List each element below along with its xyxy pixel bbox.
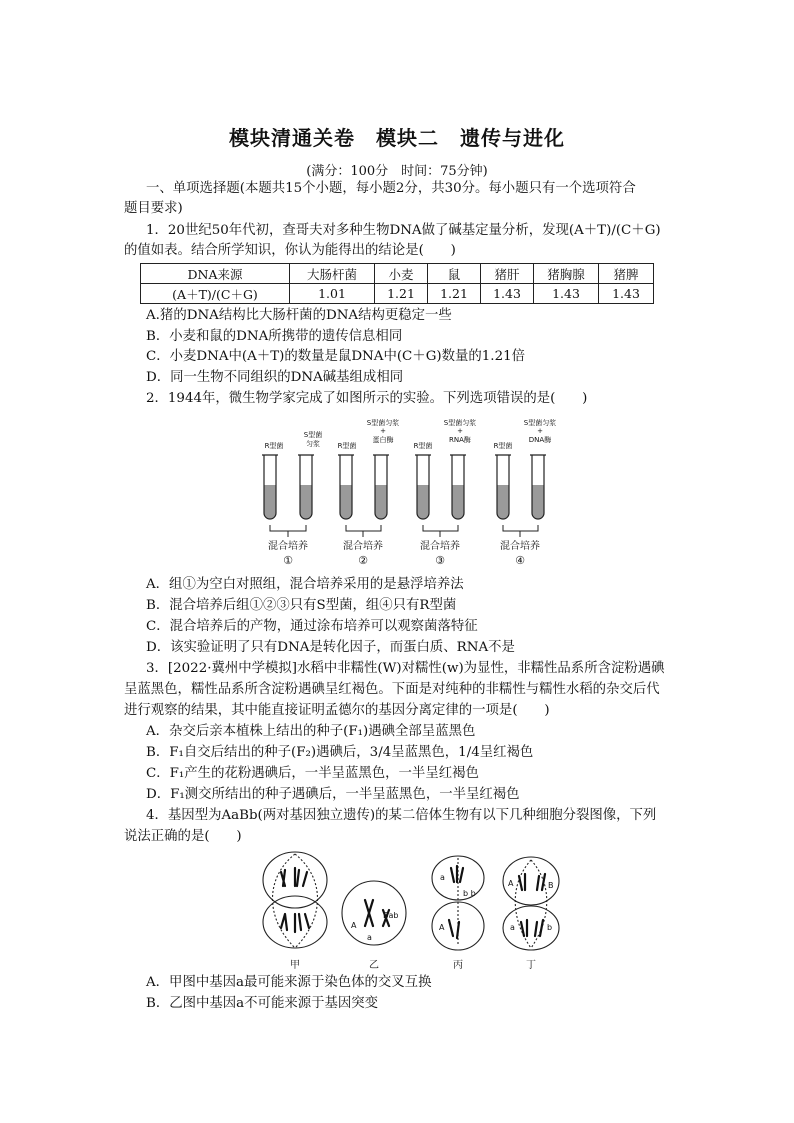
q2-option-a: A．组①为空白对照组，混合培养采用的是悬浮培养法 bbox=[146, 577, 464, 592]
cell-division-figure bbox=[255, 848, 575, 974]
gene-label: A bbox=[439, 923, 445, 932]
q3-option-d: D．F₁测交所结出的种子遇碘后，一半呈蓝黑色，一半呈红褐色 bbox=[146, 787, 520, 802]
gene-label: a bbox=[510, 923, 515, 932]
q2-option-c: C．混合培养后的产物，通过涂布培养可以观察菌落特征 bbox=[146, 619, 478, 634]
table-cell: DNA来源 bbox=[141, 264, 290, 284]
label-mixed-culture: 混合培养 bbox=[343, 541, 383, 552]
q1-stem: 1．20世纪50年代初，查哥夫对多种生物DNA做了碱基定量分析，发现(A＋T)/(C＋G) bbox=[146, 223, 661, 238]
label-r-strain: R型菌 bbox=[264, 442, 284, 450]
q2-option-b: B．混合培养后组①②③只有S型菌，组④只有R型菌 bbox=[146, 598, 457, 613]
table-cell: 1.43 bbox=[599, 284, 654, 304]
q1-stem-cont: 的值如表。结合所学知识，你认为能得出的结论是( ) bbox=[124, 243, 456, 258]
q1-option-a: A.猪的DNA结构比大肠杆菌的DNA结构更稳定一些 bbox=[146, 308, 452, 323]
gene-label: a bbox=[367, 933, 372, 942]
label-mixed-culture: 混合培养 bbox=[420, 541, 460, 552]
q4-stem: 4．基因型为AaBb(两对基因独立遗传)的某二倍体生物有以下几种细胞分裂图像，下列 bbox=[146, 808, 657, 823]
q3-stem-cont: 呈蓝黑色，糯性品系所含淀粉遇碘呈红褐色。下面是对纯种的非糯性与糯性水稻的杂交后代 bbox=[124, 682, 660, 697]
figure-label-ding: 丁 bbox=[526, 960, 536, 971]
bracket-2 bbox=[346, 525, 381, 537]
gene-label: b bbox=[547, 923, 553, 932]
gene-label: B bbox=[548, 881, 554, 890]
label-plus: + bbox=[537, 427, 543, 435]
tube-liquid bbox=[340, 485, 352, 519]
q4-option-b: B．乙图中基因a不可能来源于基因突变 bbox=[146, 996, 379, 1011]
tube-liquid bbox=[532, 485, 544, 519]
tube-liquid bbox=[497, 485, 509, 519]
q4-stem-cont: 说法正确的是( ) bbox=[124, 829, 242, 844]
label-plus: + bbox=[457, 427, 463, 435]
table-cell: 鼠 bbox=[428, 264, 481, 284]
chromosome bbox=[281, 914, 309, 932]
label-r-strain: R型菌 bbox=[493, 442, 513, 450]
figure-label-bing: 丙 bbox=[453, 960, 463, 971]
group-number-3: ③ bbox=[435, 554, 445, 567]
label-plus: + bbox=[380, 427, 386, 435]
group-number-4: ④ bbox=[515, 554, 525, 567]
label-dnase: DNA酶 bbox=[528, 436, 552, 444]
group-number-2: ② bbox=[358, 554, 368, 567]
section-heading-cont: 题目要求) bbox=[124, 201, 183, 216]
table-cell: 猪胸腺 bbox=[534, 264, 599, 284]
table-cell: 1.21 bbox=[428, 284, 481, 304]
gene-label: a bbox=[440, 873, 445, 882]
label-mixed-culture: 混合培养 bbox=[500, 541, 540, 552]
table-cell: 1.21 bbox=[375, 284, 428, 304]
q3-stem: 3．[2022·冀州中学模拟]水稻中非糯性(W)对糯性(w)为显性，非糯性品系所含淀粉遇碘 bbox=[146, 661, 665, 676]
q3-option-b: B．F₁自交后结出的种子(F₂)遇碘后，3/4呈蓝黑色，1/4呈红褐色 bbox=[146, 745, 534, 760]
bracket-3 bbox=[423, 525, 458, 537]
section-heading: 一、单项选择题(本题共15个小题，每小题2分，共30分。每小题只有一个选项符合 bbox=[146, 181, 636, 196]
table-cell: 猪肝 bbox=[481, 264, 534, 284]
group-number-1: ① bbox=[283, 554, 293, 567]
tube-liquid bbox=[300, 485, 312, 519]
table-cell: 小麦 bbox=[375, 264, 428, 284]
q1-option-c: C．小麦DNA中(A＋T)的数量是鼠DNA中(C＋G)数量的1.21倍 bbox=[146, 349, 525, 364]
chromosome bbox=[451, 866, 463, 882]
label-protease: 蛋白酶 bbox=[372, 436, 394, 444]
tube-liquid bbox=[452, 485, 464, 519]
table-header-row bbox=[141, 264, 654, 284]
spindle-ding bbox=[515, 860, 547, 948]
table-row bbox=[141, 284, 654, 304]
q2-option-d: D．该实验证明了只有DNA是转化因子，而蛋白质、RNA不是 bbox=[146, 640, 515, 655]
gene-label: A bbox=[351, 921, 357, 930]
label-r-strain: R型菌 bbox=[337, 442, 357, 450]
label-mixed-culture: 混合培养 bbox=[268, 541, 308, 552]
chromosome bbox=[521, 920, 543, 936]
tube-liquid bbox=[264, 485, 276, 519]
tube-liquid bbox=[417, 485, 429, 519]
figure-label-jia: 甲 bbox=[290, 960, 300, 971]
table-cell: 1.43 bbox=[534, 284, 599, 304]
table-cell: 1.43 bbox=[481, 284, 534, 304]
label-s-homogenate: S型菌匀浆 bbox=[443, 419, 477, 427]
gene-label: A bbox=[508, 879, 514, 888]
chromosome bbox=[519, 874, 545, 890]
gene-label: Bab bbox=[383, 911, 399, 920]
bracket-1 bbox=[270, 525, 306, 537]
page-title: 模块清通关卷 模块二 遗传与进化 bbox=[229, 126, 565, 150]
gene-label: b b bbox=[463, 889, 476, 898]
q3-option-a: A．杂交后亲本植株上结出的种子(F₁)遇碘全部呈蓝黑色 bbox=[146, 724, 476, 739]
q3-stem-cont: 进行观察的结果，其中能直接证明孟德尔的基因分离定律的一项是( ) bbox=[124, 703, 550, 718]
dna-ratio-table bbox=[140, 263, 654, 304]
table-cell: 大肠杆菌 bbox=[290, 264, 375, 284]
q4-option-a: A．甲图中基因a最可能来源于染色体的交叉互换 bbox=[146, 975, 432, 990]
chromosome bbox=[281, 868, 307, 886]
label-rnase: RNA酶 bbox=[449, 436, 471, 444]
table-cell: 猪脾 bbox=[599, 264, 654, 284]
q1-option-d: D．同一生物不同组织的DNA碱基组成相同 bbox=[146, 370, 404, 385]
bracket-4 bbox=[503, 525, 538, 537]
label-r-strain: R型菌 bbox=[413, 442, 433, 450]
tube-liquid bbox=[375, 485, 387, 519]
label-s-strain: S型菌 bbox=[303, 431, 323, 439]
transformation-experiment-figure bbox=[250, 415, 590, 570]
label-homogenate: 匀浆 bbox=[306, 440, 320, 448]
figure-label-yi: 乙 bbox=[369, 960, 379, 971]
q2-stem: 2．1944年，微生物学家完成了如图所示的实验。下列选项错误的是( ) bbox=[146, 391, 588, 406]
table-cell: 1.01 bbox=[290, 284, 375, 304]
q3-option-c: C．F₁产生的花粉遇碘后，一半呈蓝黑色，一半呈红褐色 bbox=[146, 766, 479, 781]
exam-meta: (满分：100分 时间：75分钟) bbox=[306, 164, 488, 179]
q1-option-b: B．小麦和鼠的DNA所携带的遗传信息相同 bbox=[146, 329, 403, 344]
table-cell: (A＋T)/(C＋G) bbox=[141, 284, 290, 304]
label-s-homogenate: S型菌匀浆 bbox=[523, 419, 557, 427]
label-s-homogenate: S型菌匀浆 bbox=[366, 419, 400, 427]
